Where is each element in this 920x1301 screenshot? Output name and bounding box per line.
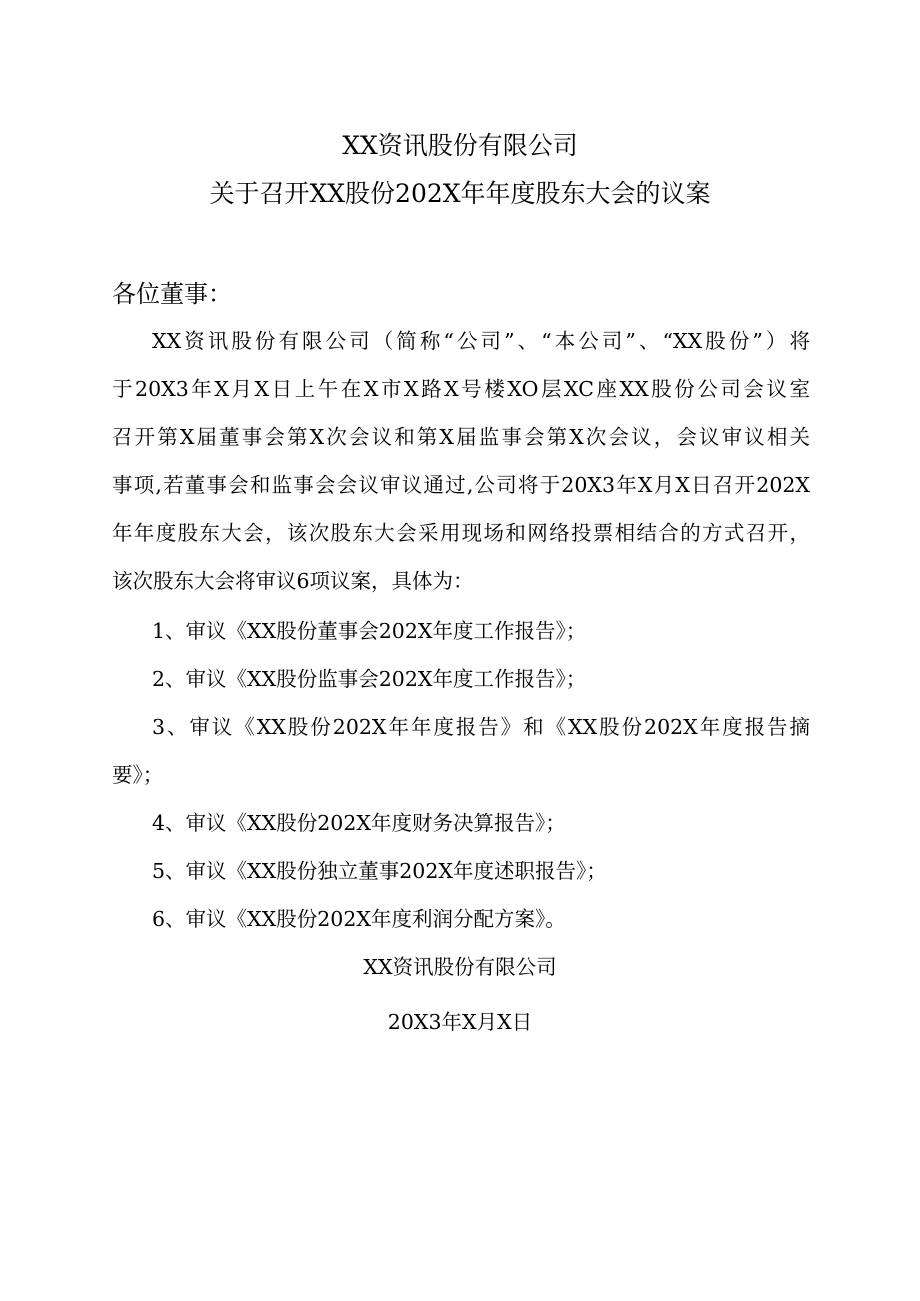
paragraph-line: XX资讯股份有限公司（简称“公司”、“本公司”、“XX股份”）将 xyxy=(152,329,810,353)
signature-company: XX资讯股份有限公司 xyxy=(363,955,557,979)
paragraph-line: 事项,若董事会和监事会会议审议通过,公司将于20X3年X月X日召开202X xyxy=(112,473,810,497)
paragraph-line: 召开第X届董事会第X次会议和第X届监事会第X次会议，会议审议相关 xyxy=(112,425,810,449)
paragraph-line: 年年度股东大会，该次股东大会采用现场和网络投票相结合的方式召开， xyxy=(112,521,810,545)
agenda-item-4: 4、审议《XX股份202X年度财务决算报告》； xyxy=(152,811,566,835)
signature-date: 20X3年X月X日 xyxy=(387,1010,533,1034)
paragraph-line: 于20X3年X月X日上午在X市X路X号楼XO层XC座XX股份公司会议室 xyxy=(112,377,810,401)
agenda-item-6: 6、审议《XX股份202X年度利润分配方案》。 xyxy=(152,907,566,931)
agenda-item-1: 1、审议《XX股份董事会202X年度工作报告》； xyxy=(152,619,587,643)
agenda-item-2: 2、审议《XX股份监事会202X年度工作报告》； xyxy=(152,667,587,691)
salutation: 各位董事： xyxy=(112,280,232,308)
agenda-item-3: 3、审议《XX股份202X年年度报告》和《XX股份202X年度报告摘 xyxy=(152,715,810,739)
document-title-subject: 关于召开XX股份202X年年度股东大会的议案 xyxy=(209,179,711,208)
agenda-item-5: 5、审议《XX股份独立董事202X年度述职报告》； xyxy=(152,859,607,883)
paragraph-line: 该次股东大会将审议6项议案，具体为： xyxy=(112,569,474,593)
agenda-item-3-continued: 要》； xyxy=(112,763,164,787)
document-title-company: XX资讯股份有限公司 xyxy=(342,131,578,160)
